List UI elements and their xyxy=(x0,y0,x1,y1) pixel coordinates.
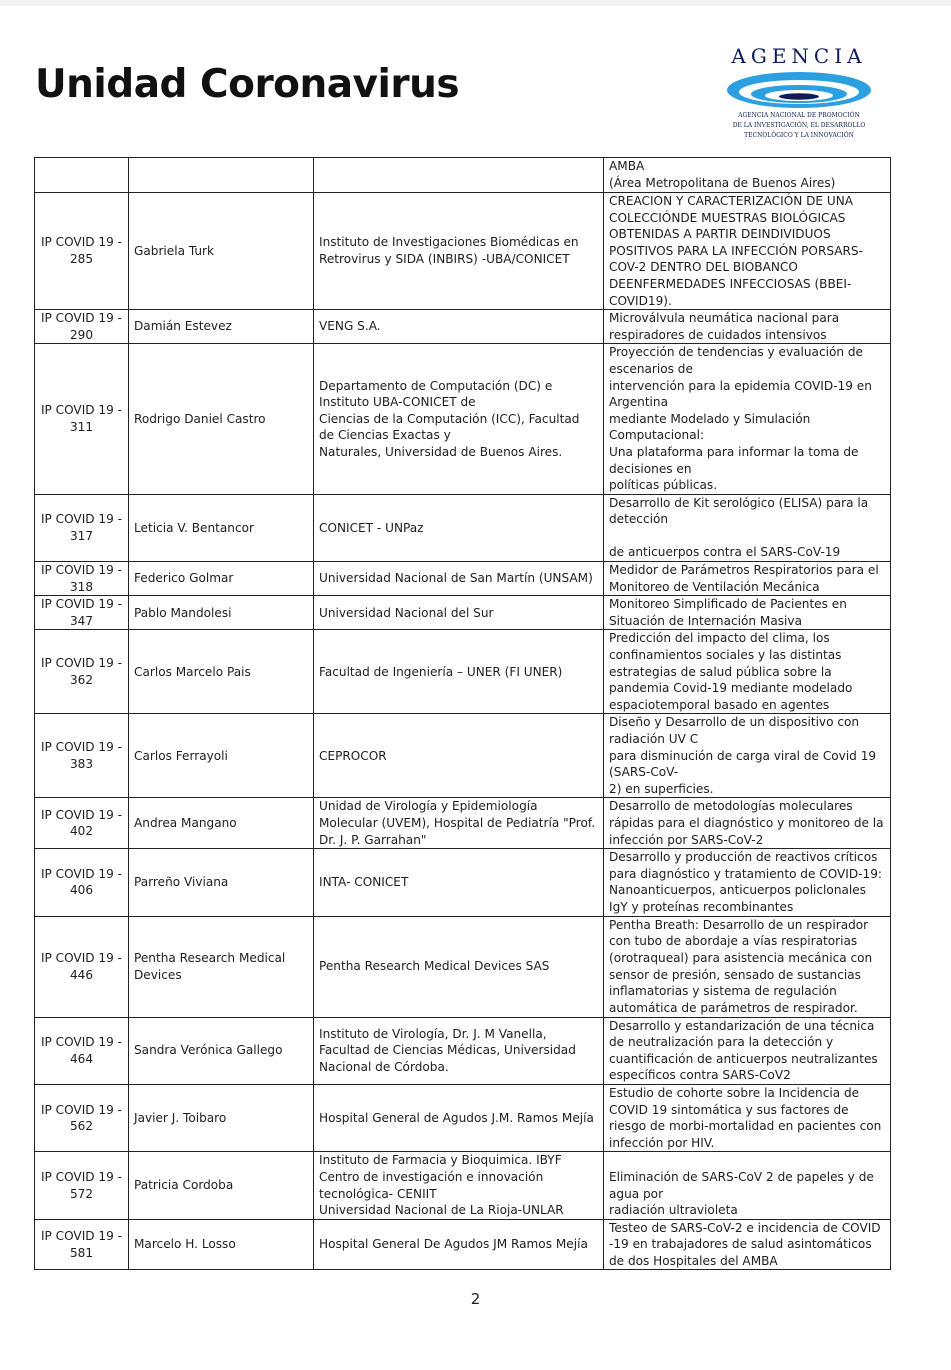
institution-cell: Universidad Nacional de San Martín (UNSAM) xyxy=(314,562,604,596)
researcher-name-cell: Damián Estevez xyxy=(129,310,314,344)
table-row xyxy=(35,1017,891,1084)
project-title-cell: Desarrollo y estandarización de una técnica de neutralización para la detección y cuantificación de anticuerpos neutralizantes específicos contra SARS-CoV2 xyxy=(604,1017,891,1084)
project-id-cell: IP COVID 19 - 406 xyxy=(35,849,129,916)
researcher-name-cell: Gabriela Turk xyxy=(129,193,314,310)
researcher-name-cell xyxy=(129,158,314,193)
projects-table xyxy=(34,157,891,1270)
project-id-cell: IP COVID 19 - 383 xyxy=(35,714,129,798)
researcher-name-cell: Patricia Cordoba xyxy=(129,1152,314,1219)
project-title-cell: Pentha Breath: Desarrollo de un respirador con tubo de abordaje a vías respiratorias (orotraqueal) para asistencia mecánica con sensor de presión, sensado de sustancias inflamatorias y sistema de regulación automática de parámetros de respirador. xyxy=(604,916,891,1017)
table-row xyxy=(35,344,891,494)
table-row xyxy=(35,1084,891,1151)
project-title-cell: Desarrollo de Kit serológico (ELISA) para la detección de anticuerpos contra el SARS-CoV-19 xyxy=(604,494,891,561)
institution-cell: Hospital General De Agudos JM Ramos Mejía xyxy=(314,1219,604,1270)
project-title-cell: Diseño y Desarrollo de un dispositivo con radiación UV C para disminución de carga viral de Covid 19 (SARS-CoV- 2) en superficies. xyxy=(604,714,891,798)
project-title-cell: Medidor de Parámetros Respiratorios para el Monitoreo de Ventilación Mecánica xyxy=(604,562,891,596)
institution-cell: Unidad de Virología y Epidemiología Molecular (UVEM), Hospital de Pediatría "Prof. Dr. J. P. Garrahan" xyxy=(314,798,604,849)
institution-cell: Hospital General de Agudos J.M. Ramos Mejía xyxy=(314,1084,604,1151)
table-row xyxy=(35,310,891,344)
researcher-name-cell: Carlos Marcelo Pais xyxy=(129,630,314,714)
project-title-cell: Monitoreo Simplificado de Pacientes en Situación de Internación Masiva xyxy=(604,596,891,630)
project-id-cell xyxy=(35,158,129,193)
institution-cell: Facultad de Ingeniería – UNER (FI UNER) xyxy=(314,630,604,714)
project-title-cell: Desarrollo de metodologías moleculares rápidas para el diagnóstico y monitoreo de la infección por SARS-CoV-2 xyxy=(604,798,891,849)
project-title-cell: Estudio de cohorte sobre la Incidencia de COVID 19 sintomática y sus factores de riesgo de morbi-mortalidad en pacientes con infección por HIV. xyxy=(604,1084,891,1151)
table-row xyxy=(35,494,891,561)
top-band xyxy=(0,0,951,6)
project-title-cell: Predicción del impacto del clima, los confinamientos sociales y las distintas estrategias de salud pública sobre la pandemia Covid-19 mediante modelado espaciotemporal basado en agentes xyxy=(604,630,891,714)
researcher-name-cell: Sandra Verónica Gallego xyxy=(129,1017,314,1084)
table-row xyxy=(35,630,891,714)
researcher-name-cell: Pablo Mandolesi xyxy=(129,596,314,630)
table-row xyxy=(35,158,891,193)
institution-cell: Instituto de Investigaciones Biomédicas en Retrovirus y SIDA (INBIRS) -UBA/CONICET xyxy=(314,193,604,310)
project-id-cell: IP COVID 19 - 572 xyxy=(35,1152,129,1219)
table-row xyxy=(35,562,891,596)
logo-wordmark: AGENCIA xyxy=(731,44,867,68)
logo-subtitle-line-2: DE LA INVESTIGACIÓN, EL DESARROLLO xyxy=(732,122,866,129)
project-title-cell: Testeo de SARS-CoV-2 e incidencia de COVID -19 en trabajadores de salud asintomáticos de dos Hospitales del AMBA xyxy=(604,1219,891,1270)
project-title-cell: AMBA (Área Metropolitana de Buenos Aires) xyxy=(604,158,891,193)
project-id-cell: IP COVID 19 - 347 xyxy=(35,596,129,630)
project-title-cell: Microválvula neumática nacional para respiradores de cuidados intensivos xyxy=(604,310,891,344)
table-row xyxy=(35,596,891,630)
project-title-cell: CREACION Y CARACTERIZACIÓN DE UNA COLECCIÓNDE MUESTRAS BIOLÓGICAS OBTENIDAS A PARTIR DEINDIVIDUOS POSITIVOS PARA LA INFECCIÓN PORSARS-COV-2 DENTRO DEL BIOBANCO DEENFERMEDADES INFECCIOSAS (BBEI-COVID19). xyxy=(604,193,891,310)
logo-subtitle-line-1: AGENCIA NACIONAL DE PROMOCIÓN xyxy=(738,112,860,119)
project-id-cell: IP COVID 19 - 402 xyxy=(35,798,129,849)
researcher-name-cell: Parreño Viviana xyxy=(129,849,314,916)
project-id-cell: IP COVID 19 - 362 xyxy=(35,630,129,714)
institution-cell: Instituto de Virología, Dr. J. M Vanella, Facultad de Ciencias Médicas, Universidad Nacional de Córdoba. xyxy=(314,1017,604,1084)
project-id-cell: IP COVID 19 - 317 xyxy=(35,494,129,561)
project-title-cell: Desarrollo y producción de reactivos críticos para diagnóstico y tratamiento de COVID-19: Nanoanticuerpos, anticuerpos policlonales IgY y proteínas recombinantes xyxy=(604,849,891,916)
institution-cell: Universidad Nacional del Sur xyxy=(314,596,604,630)
project-id-cell: IP COVID 19 - 464 xyxy=(35,1017,129,1084)
table-row xyxy=(35,849,891,916)
project-id-cell: IP COVID 19 - 562 xyxy=(35,1084,129,1151)
projects-table-body xyxy=(35,158,891,1270)
project-title-cell: Proyección de tendencias y evaluación de escenarios de intervención para la epidemia COVID-19 en Argentina mediante Modelado y Simulación Computacional: Una plataforma para informar la toma de decisiones en políticas públicas. xyxy=(604,344,891,494)
page-number: 2 xyxy=(470,1290,481,1308)
institution-cell xyxy=(314,158,604,193)
institution-cell: Departamento de Computación (DC) e Instituto UBA-CONICET de Ciencias de la Computación (ICC), Facultad de Ciencias Exactas y Naturales, Universidad de Buenos Aires. xyxy=(314,344,604,494)
project-id-cell: IP COVID 19 - 311 xyxy=(35,344,129,494)
project-title-cell: Eliminación de SARS-CoV 2 de papeles y de agua por radiación ultravioleta xyxy=(604,1152,891,1219)
agencia-logo xyxy=(718,45,880,137)
project-id-cell: IP COVID 19 - 285 xyxy=(35,193,129,310)
researcher-name-cell: Rodrigo Daniel Castro xyxy=(129,344,314,494)
institution-cell: CONICET - UNPaz xyxy=(314,494,604,561)
project-id-cell: IP COVID 19 - 446 xyxy=(35,916,129,1017)
table-row xyxy=(35,798,891,849)
page-title: Unidad Coronavirus xyxy=(35,62,460,107)
researcher-name-cell: Javier J. Toibaro xyxy=(129,1084,314,1151)
project-id-cell: IP COVID 19 - 290 xyxy=(35,310,129,344)
researcher-name-cell: Carlos Ferrayoli xyxy=(129,714,314,798)
researcher-name-cell: Andrea Mangano xyxy=(129,798,314,849)
project-id-cell: IP COVID 19 - 318 xyxy=(35,562,129,596)
logo-subtitle-line-3: TECNOLÓGICO Y LA INNOVACIÓN xyxy=(744,132,854,139)
researcher-name-cell: Federico Golmar xyxy=(129,562,314,596)
table-row xyxy=(35,916,891,1017)
institution-cell: Pentha Research Medical Devices SAS xyxy=(314,916,604,1017)
project-id-cell: IP COVID 19 - 581 xyxy=(35,1219,129,1270)
logo-emblem-icon xyxy=(724,69,874,109)
table-row xyxy=(35,193,891,310)
researcher-name-cell: Leticia V. Bentancor xyxy=(129,494,314,561)
institution-cell: INTA- CONICET xyxy=(314,849,604,916)
institution-cell: VENG S.A. xyxy=(314,310,604,344)
institution-cell: Instituto de Farmacia y Bioquimica. IBYF Centro de investigación e innovación tecnológica- CENIIT Universidad Nacional de La Rioja-UNLAR xyxy=(314,1152,604,1219)
institution-cell: CEPROCOR xyxy=(314,714,604,798)
table-row xyxy=(35,1219,891,1270)
table-row xyxy=(35,714,891,798)
table-row xyxy=(35,1152,891,1219)
researcher-name-cell: Marcelo H. Losso xyxy=(129,1219,314,1270)
researcher-name-cell: Pentha Research Medical Devices xyxy=(129,916,314,1017)
